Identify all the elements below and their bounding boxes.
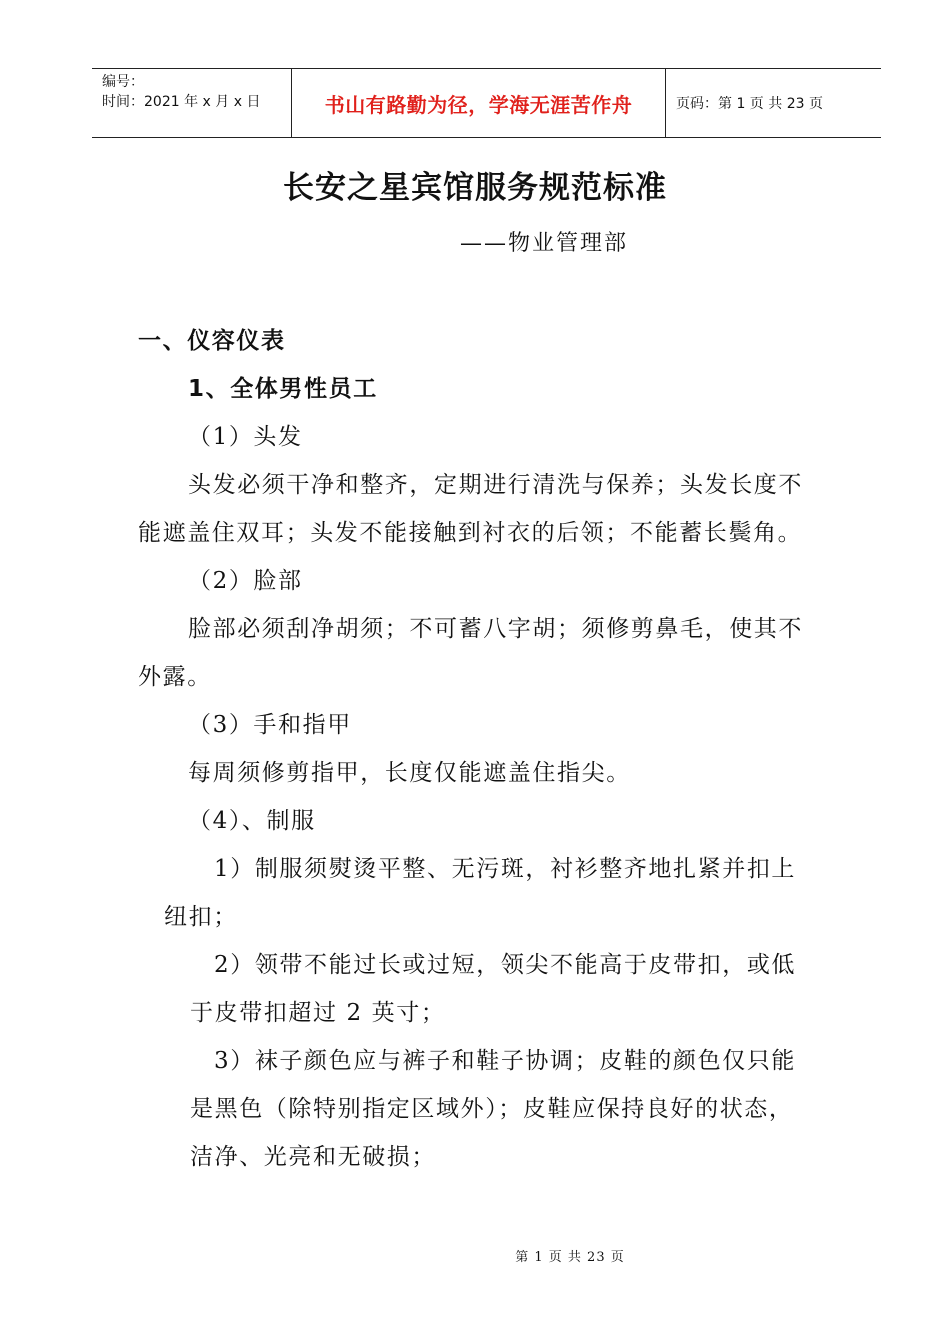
- header-page-info: 页码：第 1 页 共 23 页: [676, 96, 823, 112]
- item-heading: （3）手和指甲: [188, 712, 352, 738]
- list-item-line: 洁净、光亮和无破损；: [190, 1144, 436, 1170]
- paragraph-line: 脸部必须刮净胡须；不可蓄八字胡；须修剪鼻毛，使其不: [188, 616, 803, 642]
- header-motto: 书山有路勤为径，学海无涯苦作舟: [292, 69, 666, 137]
- page-header: [92, 68, 881, 138]
- list-item-line: 3）袜子颜色应与裤子和鞋子协调；皮鞋的颜色仅只能: [214, 1048, 797, 1074]
- list-item-line: 是黑色（除特别指定区域外）；皮鞋应保持良好的状态，: [190, 1096, 794, 1122]
- list-item-line: 于皮带扣超过 2 英寸；: [190, 1000, 446, 1026]
- item-heading: （4）、制服: [188, 808, 316, 834]
- list-item-line: 纽扣；: [164, 904, 238, 930]
- section-heading: 一、仪容仪表: [138, 328, 286, 354]
- list-item-line: 1）制服须熨烫平整、无污斑，衬衫整齐地扎紧并扣上: [214, 856, 797, 882]
- item-heading: （1）头发: [188, 424, 303, 450]
- list-item-line: 2）领带不能过长或过短，领尖不能高于皮带扣，或低: [214, 952, 797, 978]
- page-footer: 第 1 页 共 23 页: [515, 1250, 625, 1265]
- paragraph-line: 能遮盖住双耳；头发不能接触到衬衣的后领；不能蓄长鬓角。: [138, 520, 803, 546]
- number-label: 编号：: [102, 74, 144, 90]
- item-heading: （2）脸部: [188, 568, 303, 594]
- document-title: 长安之星宾馆服务规范标准: [283, 170, 667, 206]
- subsection-heading: 1、全体男性员工: [188, 376, 378, 402]
- header-meta: [92, 69, 292, 137]
- time-label: 时间：2021 年 x 月 x 日: [102, 94, 261, 110]
- document-subtitle: ——物业管理部: [460, 231, 629, 256]
- paragraph-line: 头发必须干净和整齐，定期进行清洗与保养；头发长度不: [188, 472, 803, 498]
- paragraph-line: 每周须修剪指甲，长度仅能遮盖住指尖。: [188, 760, 631, 786]
- paragraph-line: 外露。: [138, 664, 212, 690]
